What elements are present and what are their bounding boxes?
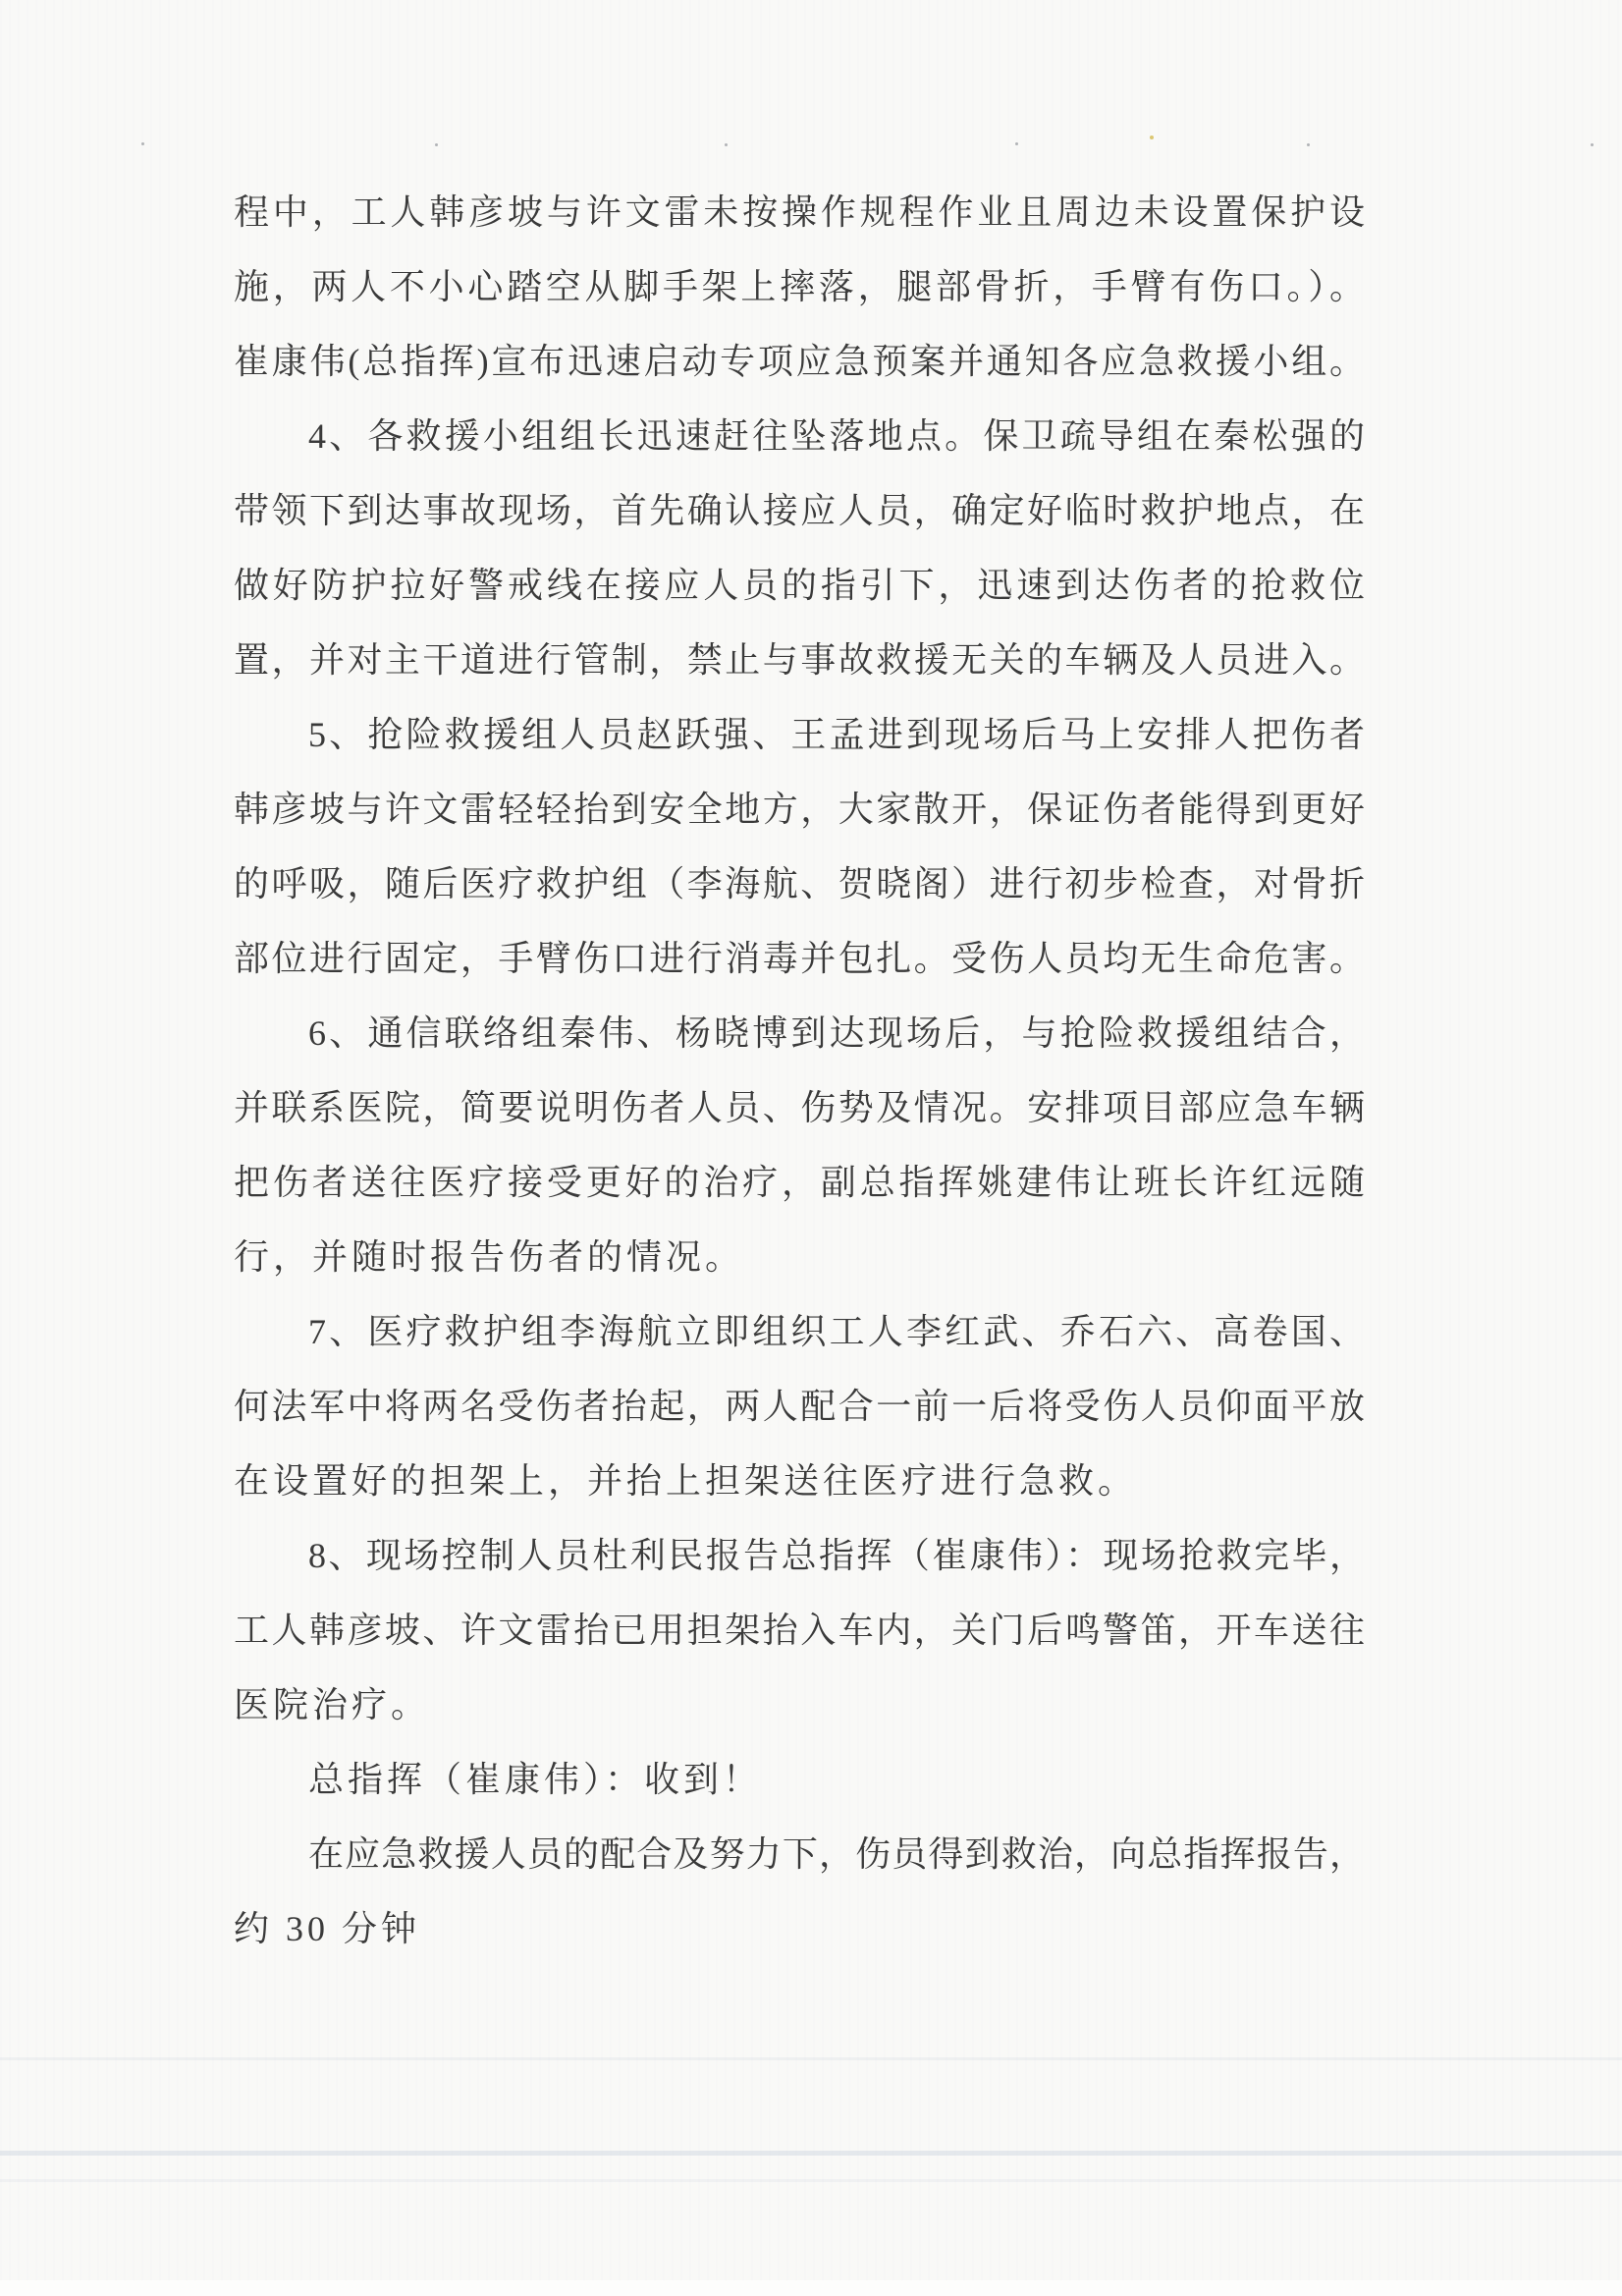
text-line: 医院治疗。 <box>234 1685 431 1724</box>
text-line: 何法军中将两名受伤者抬起，两人配合一前一后将受伤人员仰面平放 <box>234 1387 1365 1426</box>
text-line: 带领下到达事故现场，首先确认接应人员，确定好临时救护地点，在 <box>234 491 1365 530</box>
text-line: 部位进行固定，手臂伤口进行消毒并包扎。受伤人员均无生命危害。 <box>234 939 1365 978</box>
scan-speck <box>435 143 438 146</box>
scan-speck <box>141 142 144 145</box>
document-body <box>234 175 1365 1966</box>
scan-band <box>0 2151 1622 2156</box>
scan-speck <box>725 143 728 146</box>
paragraph-continuation <box>234 175 1365 399</box>
text-line: 8、现场控制人员杜利民报告总指挥（崔康伟）：现场抢救完毕， <box>308 1536 1365 1575</box>
text-line: 7、医疗救护组李海航立即组织工人李红武、乔石六、高卷国、 <box>308 1312 1365 1351</box>
text-line: 程中，工人韩彦坡与许文雷未按操作规程作业且周边未设置保护设 <box>234 192 1365 232</box>
text-line: 总指挥（崔康伟）：收到！ <box>308 1760 763 1799</box>
text-line: 行，并随时报告伤者的情况。 <box>234 1237 745 1277</box>
paragraph-item-5 <box>234 697 1365 996</box>
scan-edge-strip <box>0 2280 1622 2296</box>
text-line: 在应急救援人员的配合及努力下，伤员得到救治，向总指挥报告， <box>308 1834 1365 1874</box>
text-line: 在设置好的担架上，并抬上担架送往医疗进行急救。 <box>234 1461 1138 1501</box>
text-line: 置，并对主干道进行管制，禁止与事故救援无关的车辆及人员进入。 <box>234 640 1365 680</box>
scan-speck <box>1307 143 1310 146</box>
text-line: 5、抢险救援组人员赵跃强、王孟进到现场后马上安排人把伤者 <box>308 715 1365 754</box>
text-line: 韩彦坡与许文雷轻轻抬到安全地方，大家散开，保证伤者能得到更好 <box>234 790 1365 829</box>
scan-speck <box>1591 143 1594 146</box>
paragraph-commander-reply <box>234 1742 1365 1817</box>
text-line: 4、各救援小组组长迅速赶往坠落地点。保卫疏导组在秦松强的 <box>308 416 1365 456</box>
paragraph-summary <box>234 1817 1365 1966</box>
text-line: 做好防护拉好警戒线在接应人员的指引下，迅速到达伤者的抢救位 <box>234 566 1365 605</box>
paragraph-item-6 <box>234 996 1365 1294</box>
paragraph-item-7 <box>234 1294 1365 1518</box>
scan-speck <box>1015 142 1018 145</box>
text-line: 的呼吸，随后医疗救护组（李海航、贺晓阁）进行初步检查，对骨折 <box>234 864 1365 903</box>
scan-band <box>0 2179 1622 2182</box>
text-line: 约 30 分钟 <box>234 1909 421 1948</box>
paragraph-item-8 <box>234 1518 1365 1742</box>
scan-band <box>0 2057 1622 2060</box>
text-line: 工人韩彦坡、许文雷抬已用担架抬入车内，关门后鸣警笛，开车送往 <box>234 1611 1365 1650</box>
scan-speck-yellow <box>1150 136 1154 139</box>
text-line: 施，两人不小心踏空从脚手架上摔落，腿部骨折，手臂有伤口。）。 <box>234 267 1365 306</box>
text-line: 把伤者送往医疗接受更好的治疗，副总指挥姚建伟让班长许红远随 <box>234 1163 1365 1202</box>
paragraph-item-4 <box>234 399 1365 697</box>
text-line: 并联系医院，简要说明伤者人员、伤势及情况。安排项目部应急车辆 <box>234 1088 1365 1127</box>
text-line: 崔康伟(总指挥)宣布迅速启动专项应急预案并通知各应急救援小组。 <box>234 342 1365 381</box>
text-line: 6、通信联络组秦伟、杨晓博到达现场后，与抢险救援组结合， <box>308 1013 1365 1053</box>
